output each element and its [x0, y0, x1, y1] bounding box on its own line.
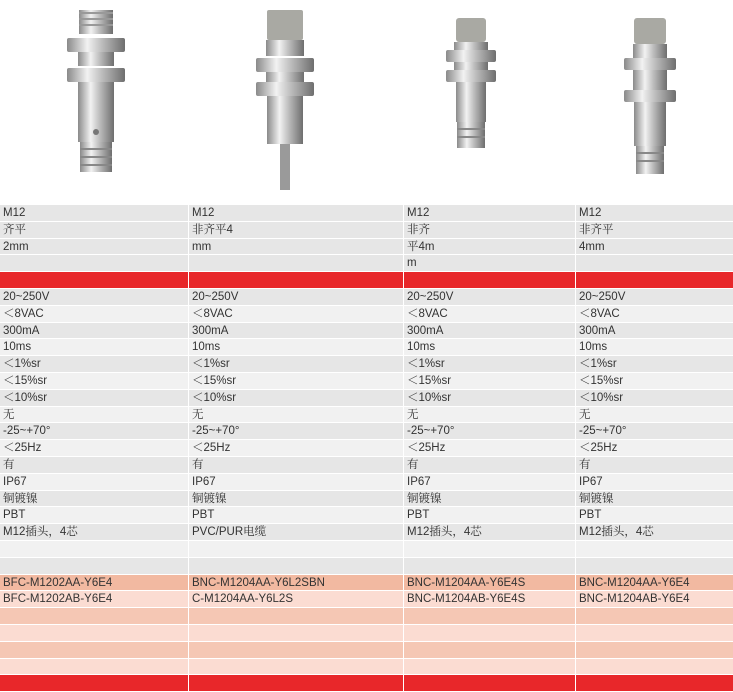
- spec-cell: ＜1%sr: [575, 356, 733, 372]
- spec-row: [0, 491, 733, 508]
- spec-cell: 300mA: [0, 323, 188, 339]
- spec-cell: ＜15%sr: [575, 373, 733, 389]
- spec-cell: 铜镀镍: [188, 491, 403, 507]
- spec-cell: m: [403, 255, 575, 271]
- spec-cell: 铜镀镍: [575, 491, 733, 507]
- spec-cell: [403, 625, 575, 641]
- spec-cell: 10ms: [0, 339, 188, 355]
- spec-cell: 非齐平: [575, 222, 733, 238]
- spacer-row: [0, 558, 733, 575]
- spec-cell: 非齐: [403, 222, 575, 238]
- spec-row: [0, 239, 733, 256]
- product-images: [0, 0, 733, 200]
- spec-cell: 平4m: [403, 239, 575, 255]
- spec-cell: [0, 255, 188, 271]
- spec-cell: IP67: [188, 474, 403, 490]
- spacer-row: [0, 659, 733, 676]
- spec-cell: ＜10%sr: [188, 390, 403, 406]
- spec-row: [0, 524, 733, 541]
- spec-cell: [575, 675, 733, 691]
- spec-cell: ＜25Hz: [188, 440, 403, 456]
- spacer-row: [0, 541, 733, 558]
- spec-cell: M12: [0, 205, 188, 221]
- spec-cell: M12: [575, 205, 733, 221]
- spacer-row: [0, 642, 733, 659]
- spec-cell: 有: [403, 457, 575, 473]
- spec-cell: ＜25Hz: [403, 440, 575, 456]
- spec-cell: [188, 272, 403, 288]
- spec-table: [0, 205, 733, 692]
- spec-cell: 非齐平4: [188, 222, 403, 238]
- spec-cell: PBT: [575, 507, 733, 523]
- spec-cell: BNC-M1204AA-Y6L2SBN: [188, 575, 403, 591]
- spec-row: [0, 205, 733, 222]
- spec-cell: -25~+70°: [0, 423, 188, 439]
- spec-cell: 20~250V: [188, 289, 403, 305]
- spec-cell: BFC-M1202AA-Y6E4: [0, 575, 188, 591]
- spec-row: [0, 423, 733, 440]
- spec-cell: ＜10%sr: [575, 390, 733, 406]
- spec-cell: ＜1%sr: [188, 356, 403, 372]
- spec-cell: 有: [188, 457, 403, 473]
- spec-row: [0, 373, 733, 390]
- spec-cell: 无: [575, 407, 733, 423]
- spec-cell: ＜25Hz: [0, 440, 188, 456]
- spec-cell: ＜1%sr: [0, 356, 188, 372]
- spec-cell: PBT: [0, 507, 188, 523]
- spec-cell: 有: [0, 457, 188, 473]
- spec-cell: ＜10%sr: [0, 390, 188, 406]
- spec-cell: -25~+70°: [403, 423, 575, 439]
- spec-cell: [188, 659, 403, 675]
- spec-cell: ＜25Hz: [575, 440, 733, 456]
- spec-cell: [575, 642, 733, 658]
- spacer-row: [0, 608, 733, 625]
- spec-cell: BFC-M1202AB-Y6E4: [0, 591, 188, 607]
- spec-cell: [188, 675, 403, 691]
- spec-cell: [0, 272, 188, 288]
- sensor-connector-nonflush-long-icon: [618, 16, 682, 176]
- spec-row: [0, 457, 733, 474]
- spec-cell: 无: [188, 407, 403, 423]
- spec-cell: [575, 625, 733, 641]
- spec-row: [0, 222, 733, 239]
- sensor-connector-nonflush-icon: [440, 16, 504, 151]
- spec-cell: [188, 558, 403, 574]
- spec-cell: 有: [575, 457, 733, 473]
- spec-cell: -25~+70°: [188, 423, 403, 439]
- spec-row: [0, 474, 733, 491]
- spec-cell: 无: [403, 407, 575, 423]
- spec-cell: 20~250V: [403, 289, 575, 305]
- spec-row: [0, 356, 733, 373]
- spec-cell: [188, 255, 403, 271]
- spec-cell: 300mA: [403, 323, 575, 339]
- spec-cell: PVC/PUR电缆: [188, 524, 403, 540]
- section-divider: [0, 272, 733, 289]
- spec-cell: [188, 541, 403, 557]
- spec-cell: [575, 255, 733, 271]
- spec-cell: M12插头，4芯: [403, 524, 575, 540]
- spec-cell: mm: [188, 239, 403, 255]
- spec-cell: 齐平: [0, 222, 188, 238]
- spec-cell: 20~250V: [575, 289, 733, 305]
- spec-cell: 10ms: [403, 339, 575, 355]
- spec-cell: ＜10%sr: [403, 390, 575, 406]
- spec-cell: [575, 608, 733, 624]
- spec-cell: M12插头，4芯: [0, 524, 188, 540]
- spec-cell: IP67: [575, 474, 733, 490]
- spec-cell: BNC-M1204AB-Y6E4: [575, 591, 733, 607]
- spec-cell: [403, 272, 575, 288]
- spec-cell: [403, 608, 575, 624]
- spec-row: [0, 339, 733, 356]
- spec-cell: IP67: [403, 474, 575, 490]
- spec-row: [0, 507, 733, 524]
- spec-cell: [188, 625, 403, 641]
- spec-cell: [0, 625, 188, 641]
- spec-cell: ＜15%sr: [403, 373, 575, 389]
- spec-cell: PBT: [403, 507, 575, 523]
- spec-cell: 300mA: [575, 323, 733, 339]
- bottom-bar: [0, 675, 733, 692]
- model-row: [0, 591, 733, 608]
- spec-row: [0, 323, 733, 340]
- sensor-connector-flush-icon: [62, 8, 132, 178]
- spec-cell: ＜8VAC: [575, 306, 733, 322]
- spec-cell: [403, 675, 575, 691]
- spec-cell: 铜镀镍: [0, 491, 188, 507]
- spec-row: [0, 306, 733, 323]
- spec-cell: [403, 558, 575, 574]
- spec-cell: -25~+70°: [575, 423, 733, 439]
- spec-cell: [575, 659, 733, 675]
- spec-cell: 铜镀镍: [403, 491, 575, 507]
- spec-cell: [188, 608, 403, 624]
- spec-cell: [403, 642, 575, 658]
- spec-row: [0, 440, 733, 457]
- spec-cell: [575, 558, 733, 574]
- spec-cell: [403, 659, 575, 675]
- spec-cell: ＜8VAC: [403, 306, 575, 322]
- spec-cell: M12插头，4芯: [575, 524, 733, 540]
- model-row: [0, 575, 733, 592]
- spec-row: [0, 390, 733, 407]
- spec-cell: C-M1204AA-Y6L2S: [188, 591, 403, 607]
- spec-cell: [575, 541, 733, 557]
- spec-cell: [0, 642, 188, 658]
- spec-cell: M12: [403, 205, 575, 221]
- sensor-cable-icon: [250, 8, 320, 193]
- spec-cell: BNC-M1204AA-Y6E4S: [403, 575, 575, 591]
- spec-cell: [575, 272, 733, 288]
- spec-cell: 2mm: [0, 239, 188, 255]
- spec-cell: ＜8VAC: [0, 306, 188, 322]
- spec-cell: 4mm: [575, 239, 733, 255]
- spec-cell: 10ms: [188, 339, 403, 355]
- spec-cell: 20~250V: [0, 289, 188, 305]
- spec-cell: PBT: [188, 507, 403, 523]
- spec-cell: BNC-M1204AB-Y6E4S: [403, 591, 575, 607]
- spec-cell: [0, 675, 188, 691]
- spec-cell: [0, 608, 188, 624]
- spec-cell: BNC-M1204AA-Y6E4: [575, 575, 733, 591]
- spec-cell: M12: [188, 205, 403, 221]
- spec-cell: ＜15%sr: [0, 373, 188, 389]
- spec-row: [0, 255, 733, 272]
- spec-cell: [403, 541, 575, 557]
- spec-cell: 10ms: [575, 339, 733, 355]
- spec-cell: 300mA: [188, 323, 403, 339]
- spec-cell: ＜1%sr: [403, 356, 575, 372]
- spec-cell: [188, 642, 403, 658]
- spacer-row: [0, 625, 733, 642]
- spec-cell: [0, 558, 188, 574]
- spec-cell: [0, 659, 188, 675]
- spec-cell: ＜15%sr: [188, 373, 403, 389]
- spec-row: [0, 289, 733, 306]
- spec-cell: 无: [0, 407, 188, 423]
- spec-cell: IP67: [0, 474, 188, 490]
- spec-cell: [0, 541, 188, 557]
- spec-row: [0, 407, 733, 424]
- spec-cell: ＜8VAC: [188, 306, 403, 322]
